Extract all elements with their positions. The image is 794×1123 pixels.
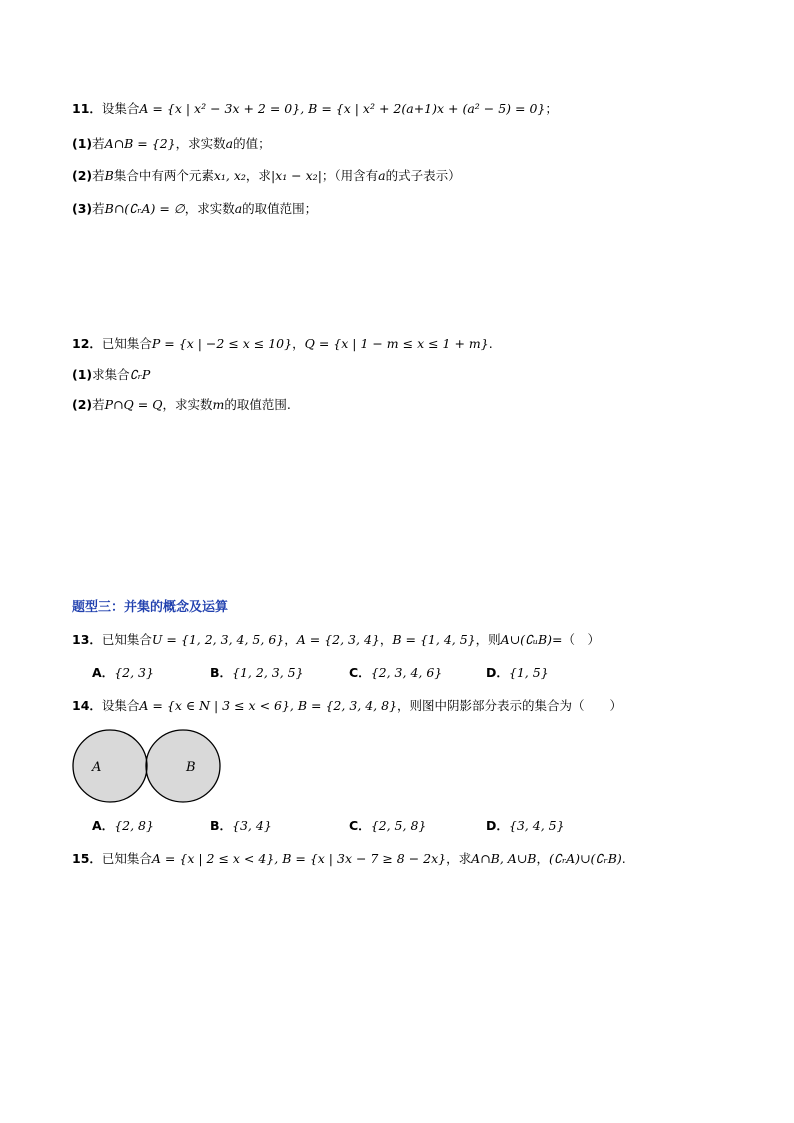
option-label: C．	[349, 665, 371, 680]
q11-number: 11．	[72, 101, 102, 116]
q12-p1-math: ∁ᵣP	[129, 367, 151, 382]
q11-p2-suffix: 的式子表示）	[385, 168, 461, 183]
option-label: A．	[92, 818, 115, 833]
q12-p2-prefix: 若	[92, 397, 105, 412]
q12-stem-suffix: .	[488, 336, 493, 351]
q15-stem	[72, 850, 626, 868]
q15-stem-math3: (∁ᵣA)∪(∁ᵣB)	[548, 851, 622, 866]
q13-option-c[interactable]	[349, 664, 442, 682]
option-label: C．	[349, 818, 371, 833]
q15-number: 15．	[72, 851, 102, 866]
q11-stem-prefix: 设集合	[101, 101, 140, 116]
q11-p3-mid: ，求实数	[184, 201, 235, 216]
q11-p3-prefix: 若	[92, 201, 105, 216]
q12-p2-suffix: 的取值范围.	[224, 397, 291, 412]
q12-p1-prefix: 求集合	[92, 367, 130, 382]
q12-number: 12．	[72, 336, 102, 351]
q12-p2-label: (2)	[72, 397, 93, 412]
q13-stem-math4: A∪(∁ᵤB)	[500, 632, 553, 647]
q12-p1-label: (1)	[72, 367, 93, 382]
q14-stem-math: A = {x ∈ N | 3 ≤ x < 6}, B = {2, 3, 4, 8}	[139, 698, 398, 713]
q15-stem-math2: A∩B, A∪B	[471, 851, 537, 866]
q13-option-d[interactable]	[486, 664, 549, 682]
section-title: 题型三：并集的概念及运算	[72, 600, 229, 615]
q11-p1-math1: A∩B = {2}	[104, 136, 176, 151]
q11-p1-label: (1)	[72, 136, 93, 151]
venn-diagram	[72, 728, 224, 804]
q13-stem-math3: B = {1, 4, 5}	[392, 632, 476, 647]
q12-stem-math2: Q = {x | 1 − m ≤ x ≤ 1 + m}	[304, 336, 489, 351]
q13-option-b[interactable]	[210, 664, 304, 682]
q11-p2-mid1: 集合中有两个元素	[113, 168, 214, 183]
q11-p2-math4: a	[378, 168, 386, 183]
option-value: {2, 3}	[114, 665, 154, 680]
q12-stem	[72, 335, 493, 353]
q12-p2-math2: m	[212, 397, 225, 412]
q14-option-c[interactable]	[349, 817, 426, 835]
q11-p2-math2: x₁, x₂	[213, 168, 246, 183]
q15-stem-mid: ，求	[446, 851, 472, 866]
q12-p2-mid: ，求实数	[162, 397, 213, 412]
q13-option-a[interactable]	[92, 664, 154, 682]
q11-p2-mid3: ；（用含有	[321, 168, 379, 183]
q12-stem-sep: ，	[292, 336, 305, 351]
q11-p2-prefix: 若	[92, 168, 105, 183]
option-value: {1, 2, 3, 5}	[232, 665, 304, 680]
option-label: D．	[486, 818, 509, 833]
q12-p2-math1: P∩Q = Q	[104, 397, 163, 412]
q11-p3-math2: a	[234, 201, 243, 216]
q11-p1-math2: a	[225, 136, 234, 151]
option-value: {2, 3, 4, 6}	[370, 665, 443, 680]
option-value: {1, 5}	[508, 665, 549, 680]
q14-stem	[72, 697, 622, 715]
q11-part2	[72, 167, 461, 185]
option-value: {2, 5, 8}	[370, 818, 427, 833]
q11-part1	[72, 135, 271, 153]
q13-sep1: ，	[284, 632, 297, 647]
q14-stem-prefix: 设集合	[101, 698, 140, 713]
q14-option-b[interactable]	[210, 817, 272, 835]
q15-stem-suffix: .	[621, 851, 626, 866]
q14-options	[92, 817, 652, 835]
q14-stem-suffix: ，则图中阴影部分表示的集合为（ ）	[397, 698, 623, 713]
option-value: {3, 4}	[232, 818, 272, 833]
q14-option-d[interactable]	[486, 817, 565, 835]
option-value: {3, 4, 5}	[508, 818, 565, 833]
q13-sep2: ，	[379, 632, 393, 647]
q11-p1-prefix: 若	[92, 136, 105, 151]
option-value: {2, 8}	[114, 818, 154, 833]
q11-part3	[72, 200, 317, 218]
q11-p3-math1: B∩(∁ᵣA) = ∅	[104, 201, 185, 216]
q11-p2-mid2: ，求	[245, 168, 271, 183]
q15-stem-prefix: 已知集合	[101, 851, 152, 866]
q11-p3-suffix: 的取值范围；	[242, 201, 318, 216]
q15-stem-sep: ，	[536, 851, 549, 866]
q12-stem-prefix: 已知集合	[101, 336, 152, 351]
q14-number: 14．	[72, 698, 102, 713]
q11-p3-label: (3)	[72, 201, 93, 216]
q13-options	[92, 664, 652, 682]
q13-stem-prefix: 已知集合	[101, 632, 152, 647]
q11-p2-math3: |x₁ − x₂|	[270, 168, 322, 183]
q11-stem-math: A = {x | x² − 3x + 2 = 0}, B = {x | x² + 2(a+1)x + (a² − 5) = 0}	[139, 101, 546, 116]
q15-stem-math1: A = {x | 2 ≤ x < 4}, B = {x | 3x − 7 ≥ 8 − 2x}	[151, 851, 447, 866]
q13-stem-math1: U = {1, 2, 3, 4, 5, 6}	[151, 632, 285, 647]
option-label: A．	[92, 665, 115, 680]
q11-p1-mid: ，求实数	[175, 136, 226, 151]
venn-label-a: A	[92, 760, 102, 775]
q12-part1	[72, 366, 150, 384]
option-label: B．	[210, 665, 233, 680]
q13-stem	[72, 631, 600, 649]
option-label: B．	[210, 818, 233, 833]
q13-stem-suffix: =（ ）	[552, 632, 601, 647]
q13-stem-math2: A = {2, 3, 4}	[296, 632, 380, 647]
q11-p1-suffix: 的值；	[233, 136, 271, 151]
q11-p2-label: (2)	[72, 168, 93, 183]
q14-option-a[interactable]	[92, 817, 154, 835]
q13-number: 13．	[72, 632, 102, 647]
q11-stem	[72, 100, 558, 118]
option-label: D．	[486, 665, 509, 680]
q13-stem-mid: ，则	[475, 632, 501, 647]
q11-p2-math1: B	[104, 168, 114, 183]
venn-label-b: B	[186, 760, 196, 775]
q11-stem-suffix: ；	[545, 101, 558, 116]
q12-stem-math1: P = {x | −2 ≤ x ≤ 10}	[151, 336, 293, 351]
q12-part2	[72, 396, 291, 414]
